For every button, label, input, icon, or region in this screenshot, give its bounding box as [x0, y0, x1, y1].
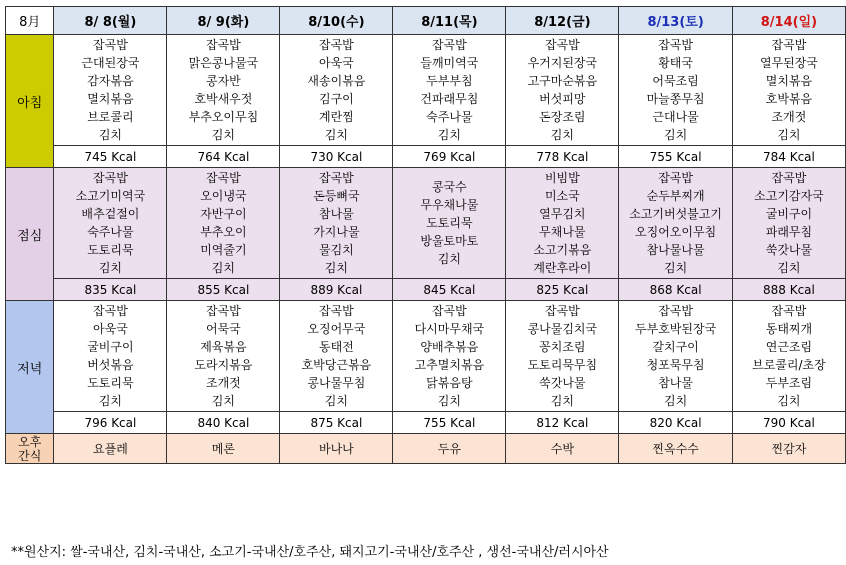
- day-header: 8/12(금): [506, 7, 619, 35]
- menu-item: 부추오이: [200, 225, 247, 239]
- kcal-cell: 796 Kcal: [54, 412, 167, 434]
- menu-item: 김치: [664, 394, 688, 408]
- menu-item: 오이냉국: [200, 189, 247, 203]
- menu-item: 굴비구이: [765, 207, 813, 221]
- menu-item: 참나물: [318, 207, 354, 221]
- menu-cell: [393, 301, 506, 412]
- menu-item: 김치: [211, 128, 235, 142]
- snack-cell: 메론: [167, 434, 280, 464]
- kcal-cell: 745 Kcal: [54, 146, 167, 168]
- menu-item: 잡곡밥: [658, 38, 693, 52]
- menu-item: 마늘쫑무침: [646, 92, 705, 106]
- kcal-cell: 825 Kcal: [506, 279, 619, 301]
- menu-item: 제육볶음: [200, 340, 247, 354]
- menu-item: 잡곡밥: [318, 171, 354, 185]
- menu-item: 잡곡밥: [771, 304, 807, 318]
- menu-item: 굴비구이: [87, 340, 134, 354]
- menu-item: 파래무침: [765, 225, 813, 239]
- menu-item: 잡곡밥: [93, 171, 128, 185]
- kcal-cell: 790 Kcal: [732, 412, 845, 434]
- breakfast-row: [6, 35, 846, 146]
- menu-item: 잡곡밥: [771, 171, 807, 185]
- menu-item: 부추오이무침: [188, 110, 259, 124]
- lunch-kcal-row: [6, 279, 846, 301]
- menu-item: 아욱국: [318, 56, 354, 70]
- menu-item: 청포묵무침: [646, 358, 705, 372]
- menu-cell: [167, 301, 280, 412]
- menu-item: 미소국: [544, 189, 580, 203]
- menu-item: 잡곡밥: [206, 38, 241, 52]
- snack-cell: 요플레: [54, 434, 167, 464]
- menu-item: 오징어무국: [307, 322, 366, 336]
- menu-item: 미역줄기: [200, 243, 247, 257]
- snack-label: [6, 434, 54, 464]
- menu-item: 무우채나물: [420, 198, 479, 212]
- meal-plan-table: [5, 6, 846, 464]
- kcal-cell: 835 Kcal: [54, 279, 167, 301]
- menu-item: 계란후라이: [533, 261, 592, 275]
- day-header-saturday: 8/13(토): [619, 7, 733, 35]
- menu-item: 아욱국: [93, 322, 128, 336]
- menu-cell: [619, 168, 733, 279]
- kcal-cell: 764 Kcal: [167, 146, 280, 168]
- day-header: 8/10(수): [280, 7, 393, 35]
- menu-item: 도토리묵: [87, 243, 134, 257]
- menu-item: 소고기미역국: [75, 189, 146, 203]
- menu-item: 김치: [437, 128, 461, 142]
- kcal-cell: 820 Kcal: [619, 412, 733, 434]
- menu-item: 도토리묵무침: [527, 358, 598, 372]
- menu-item: 다시마무채국: [414, 322, 485, 336]
- menu-item: 오징어오이무침: [635, 225, 717, 239]
- menu-item: 잡곡밥: [658, 304, 693, 318]
- snack-label-line: 오후: [18, 434, 42, 449]
- menu-item: 잡곡밥: [206, 304, 241, 318]
- menu-item: 꽁치조림: [539, 340, 586, 354]
- menu-cell: [506, 168, 619, 279]
- menu-item: 소고기감자국: [754, 189, 824, 203]
- snack-cell: 찐감자: [732, 434, 845, 464]
- menu-item: 브로콜리/초장: [752, 358, 826, 372]
- day-header: 8/ 9(화): [167, 7, 280, 35]
- menu-item: 방울토마토: [420, 234, 479, 248]
- menu-item: 어묵조림: [652, 74, 699, 88]
- menu-item: 순두부찌개: [646, 189, 705, 203]
- menu-item: 동태전: [318, 340, 354, 354]
- menu-item: 어묵국: [206, 322, 241, 336]
- kcal-cell: 778 Kcal: [506, 146, 619, 168]
- menu-item: 비빔밥: [544, 171, 580, 185]
- menu-item: 콩자반: [206, 74, 241, 88]
- menu-cell: [619, 301, 733, 412]
- menu-item: 고추멸치볶음: [414, 358, 485, 372]
- menu-cell: [732, 168, 845, 279]
- menu-item: 호박새우젓: [194, 92, 253, 106]
- menu-item: 감자볶음: [87, 74, 134, 88]
- menu-item: 김치: [550, 394, 574, 408]
- menu-item: 계란찜: [318, 110, 354, 124]
- menu-item: 자반구이: [200, 207, 247, 221]
- menu-item: 콩국수: [431, 180, 467, 194]
- menu-item: 멸치볶음: [765, 74, 813, 88]
- menu-item: 열무된장국: [759, 56, 818, 70]
- snack-row: [6, 434, 846, 464]
- kcal-cell: 784 Kcal: [732, 146, 845, 168]
- menu-item: 김치: [777, 394, 801, 408]
- menu-item: 김치: [211, 394, 235, 408]
- header-row: [6, 7, 846, 35]
- menu-item: 호박볶음: [765, 92, 813, 106]
- menu-item: 소고기버섯불고기: [629, 207, 722, 221]
- menu-item: 콩나물김치국: [527, 322, 598, 336]
- menu-cell: [506, 301, 619, 412]
- menu-item: 김치: [777, 128, 801, 142]
- menu-cell: [280, 168, 393, 279]
- menu-item: 김치: [664, 261, 688, 275]
- menu-item: 건파래무침: [420, 92, 479, 106]
- menu-item: 김치: [98, 128, 122, 142]
- day-header: 8/11(목): [393, 7, 506, 35]
- snack-label-line: 간식: [18, 448, 42, 463]
- menu-item: 브로콜리: [87, 110, 134, 124]
- menu-item: 김치: [550, 128, 574, 142]
- kcal-cell: 855 Kcal: [167, 279, 280, 301]
- dinner-row: [6, 301, 846, 412]
- menu-cell: [732, 301, 845, 412]
- menu-item: 김치: [437, 252, 461, 266]
- menu-item: 호박당근볶음: [301, 358, 372, 372]
- snack-cell: 두유: [393, 434, 506, 464]
- menu-item: 김치: [324, 394, 348, 408]
- menu-cell: [393, 168, 506, 279]
- menu-item: 김치: [777, 261, 801, 275]
- menu-cell: [280, 301, 393, 412]
- menu-item: 잡곡밥: [93, 38, 128, 52]
- menu-item: 잡곡밥: [318, 304, 354, 318]
- menu-item: 잡곡밥: [431, 304, 467, 318]
- menu-item: 소고기볶음: [533, 243, 592, 257]
- menu-item: 새송이볶음: [307, 74, 366, 88]
- dinner-label: 저녁: [6, 301, 54, 434]
- menu-item: 조개젓: [771, 110, 807, 124]
- breakfast-kcal-row: [6, 146, 846, 168]
- kcal-cell: 875 Kcal: [280, 412, 393, 434]
- menu-item: 김구이: [318, 92, 354, 106]
- menu-item: 무채나물: [539, 225, 586, 239]
- breakfast-label: 아침: [6, 35, 54, 168]
- menu-item: 고구마순볶음: [527, 74, 598, 88]
- dinner-kcal-row: [6, 412, 846, 434]
- lunch-label: 점심: [6, 168, 54, 301]
- menu-item: 숙주나물: [426, 110, 473, 124]
- menu-item: 김치: [664, 128, 688, 142]
- menu-item: 동태찌개: [765, 322, 813, 336]
- menu-item: 버섯볶음: [87, 358, 134, 372]
- menu-item: 쑥갓나물: [765, 243, 813, 257]
- menu-item: 도라지볶음: [194, 358, 253, 372]
- kcal-cell: 888 Kcal: [732, 279, 845, 301]
- menu-item: 잡곡밥: [93, 304, 128, 318]
- menu-item: 잡곡밥: [544, 38, 580, 52]
- menu-item: 두부호박된장국: [635, 322, 717, 336]
- menu-item: 도토리묵: [87, 376, 134, 390]
- menu-cell: [167, 168, 280, 279]
- kcal-cell: 755 Kcal: [619, 146, 733, 168]
- menu-item: 열무김치: [539, 207, 586, 221]
- menu-item: 김치: [98, 261, 122, 275]
- menu-item: 연근조림: [765, 340, 813, 354]
- menu-cell: [167, 35, 280, 146]
- menu-item: 두부조림: [765, 376, 813, 390]
- menu-item: 맑은콩나물국: [188, 56, 259, 70]
- kcal-cell: 730 Kcal: [280, 146, 393, 168]
- menu-item: 황태국: [658, 56, 693, 70]
- menu-item: 두부부침: [426, 74, 473, 88]
- kcal-cell: 845 Kcal: [393, 279, 506, 301]
- kcal-cell: 840 Kcal: [167, 412, 280, 434]
- menu-item: 김치: [98, 394, 122, 408]
- snack-cell: 찐옥수수: [619, 434, 733, 464]
- menu-cell: [54, 35, 167, 146]
- menu-cell: [732, 35, 845, 146]
- menu-item: 잡곡밥: [771, 38, 807, 52]
- menu-item: 우거지된장국: [527, 56, 598, 70]
- menu-cell: [54, 168, 167, 279]
- menu-item: 김치: [437, 394, 461, 408]
- menu-item: 가지나물: [313, 225, 360, 239]
- menu-item: 잡곡밥: [658, 171, 693, 185]
- menu-item: 잡곡밥: [318, 38, 354, 52]
- menu-item: 잡곡밥: [431, 38, 467, 52]
- menu-item: 멸치볶음: [87, 92, 134, 106]
- month-label: 8月: [6, 7, 54, 35]
- menu-item: 조개젓: [206, 376, 241, 390]
- snack-cell: 바나나: [280, 434, 393, 464]
- menu-item: 도토리묵: [426, 216, 473, 230]
- menu-item: 배추겉절이: [81, 207, 140, 221]
- lunch-row: [6, 168, 846, 279]
- kcal-cell: 769 Kcal: [393, 146, 506, 168]
- menu-item: 김치: [324, 261, 348, 275]
- kcal-cell: 868 Kcal: [619, 279, 733, 301]
- menu-item: 돈등뼈국: [313, 189, 360, 203]
- menu-item: 숙주나물: [87, 225, 134, 239]
- menu-item: 참나물나물: [646, 243, 705, 257]
- day-header: 8/ 8(월): [54, 7, 167, 35]
- menu-cell: [506, 35, 619, 146]
- menu-item: 들깨미역국: [420, 56, 479, 70]
- menu-item: 갈치구이: [652, 340, 699, 354]
- kcal-cell: 889 Kcal: [280, 279, 393, 301]
- kcal-cell: 812 Kcal: [506, 412, 619, 434]
- menu-item: 김치: [324, 128, 348, 142]
- menu-item: 쑥갓나물: [539, 376, 586, 390]
- menu-cell: [280, 35, 393, 146]
- menu-item: 물김치: [318, 243, 354, 257]
- menu-item: 근대된장국: [81, 56, 140, 70]
- snack-cell: 수박: [506, 434, 619, 464]
- menu-item: 버섯피망: [539, 92, 586, 106]
- origin-footnote: **원산지: 쌀-국내산, 김치-국내산, 소고기-국내산/호주산, 돼지고기-국내산/호주산 , 생선-국내산/러시아산: [11, 545, 609, 560]
- kcal-cell: 755 Kcal: [393, 412, 506, 434]
- menu-item: 돈장조림: [539, 110, 586, 124]
- menu-item: 콩나물무침: [307, 376, 366, 390]
- menu-cell: [393, 35, 506, 146]
- menu-item: 잡곡밥: [544, 304, 580, 318]
- menu-item: 양배추볶음: [420, 340, 479, 354]
- menu-item: 잡곡밥: [206, 171, 241, 185]
- menu-item: 근대나물: [652, 110, 699, 124]
- menu-item: 김치: [211, 261, 235, 275]
- day-header-sunday: 8/14(일): [732, 7, 845, 35]
- menu-cell: [619, 35, 733, 146]
- menu-cell: [54, 301, 167, 412]
- menu-item: 참나물: [658, 376, 693, 390]
- menu-item: 닭볶음탕: [426, 376, 473, 390]
